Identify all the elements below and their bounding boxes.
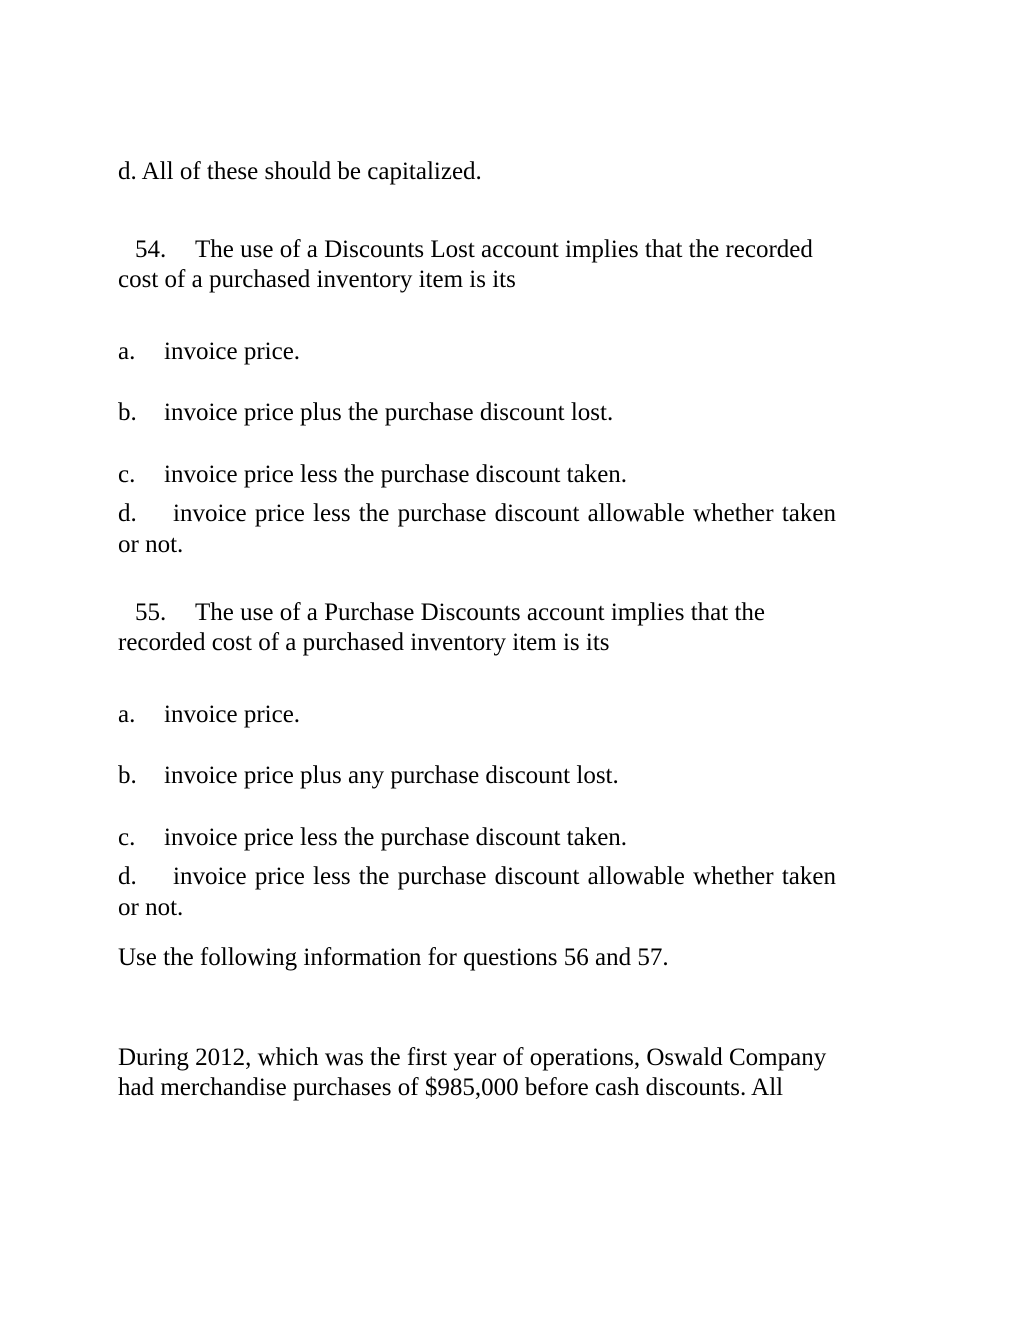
question-55-stem-text: The use of a Purchase Discounts account implies that the bbox=[195, 599, 765, 626]
option-text: invoice price plus the purchase discount lost. bbox=[164, 399, 614, 426]
option-letter: b. bbox=[118, 399, 137, 426]
question-55-option-c bbox=[118, 823, 885, 853]
option-text: invoice price. bbox=[164, 338, 301, 365]
question-54-stem-line-1 bbox=[118, 235, 885, 265]
option-letter: d. bbox=[118, 863, 137, 890]
question-55-option-b bbox=[118, 761, 885, 791]
question-54-stem-line-2: cost of a purchased inventory item is its bbox=[118, 266, 516, 293]
option-letter: b. bbox=[118, 762, 137, 789]
question-54-stem-text: The use of a Discounts Lost account implies that the recorded bbox=[195, 236, 813, 263]
option-letter: a. bbox=[118, 338, 136, 365]
question-55-option-d bbox=[118, 862, 885, 892]
question-54-option-d bbox=[118, 499, 885, 529]
option-letter: c. bbox=[118, 824, 136, 851]
option-letter: a. bbox=[118, 701, 136, 728]
option-text: invoice price plus any purchase discount lost. bbox=[164, 762, 619, 789]
option-text: invoice price less the purchase discount allowable whether taken bbox=[173, 500, 836, 527]
info-note: Use the following information for questions 56 and 57. bbox=[118, 944, 669, 971]
option-letter: c. bbox=[118, 461, 136, 488]
option-text: invoice price. bbox=[164, 701, 301, 728]
option-text: invoice price less the purchase discount taken. bbox=[164, 461, 628, 488]
option-text: invoice price less the purchase discount allowable whether taken bbox=[173, 863, 836, 890]
question-55-stem-line-1 bbox=[118, 598, 885, 628]
option-letter: d. bbox=[118, 500, 137, 527]
question-54-option-d-continuation: or not. bbox=[118, 531, 184, 558]
question-54-number: 54. bbox=[135, 236, 167, 263]
question-55-option-d-continuation: or not. bbox=[118, 894, 184, 921]
question-55-stem-line-2: recorded cost of a purchased inventory item is its bbox=[118, 629, 610, 656]
question-55-number: 55. bbox=[135, 599, 167, 626]
question-54-option-a bbox=[118, 337, 885, 367]
question-55-option-a bbox=[118, 700, 885, 730]
scenario-text-line-2: had merchandise purchases of $985,000 before cash discounts. All bbox=[118, 1074, 784, 1101]
option-text: invoice price less the purchase discount taken. bbox=[164, 824, 628, 851]
previous-answer-text: d. All of these should be capitalized. bbox=[118, 158, 482, 185]
question-54-option-c bbox=[118, 460, 885, 490]
question-54-option-b bbox=[118, 398, 885, 428]
scenario-text-line-1: During 2012, which was the first year of operations, Oswald Company bbox=[118, 1044, 827, 1071]
